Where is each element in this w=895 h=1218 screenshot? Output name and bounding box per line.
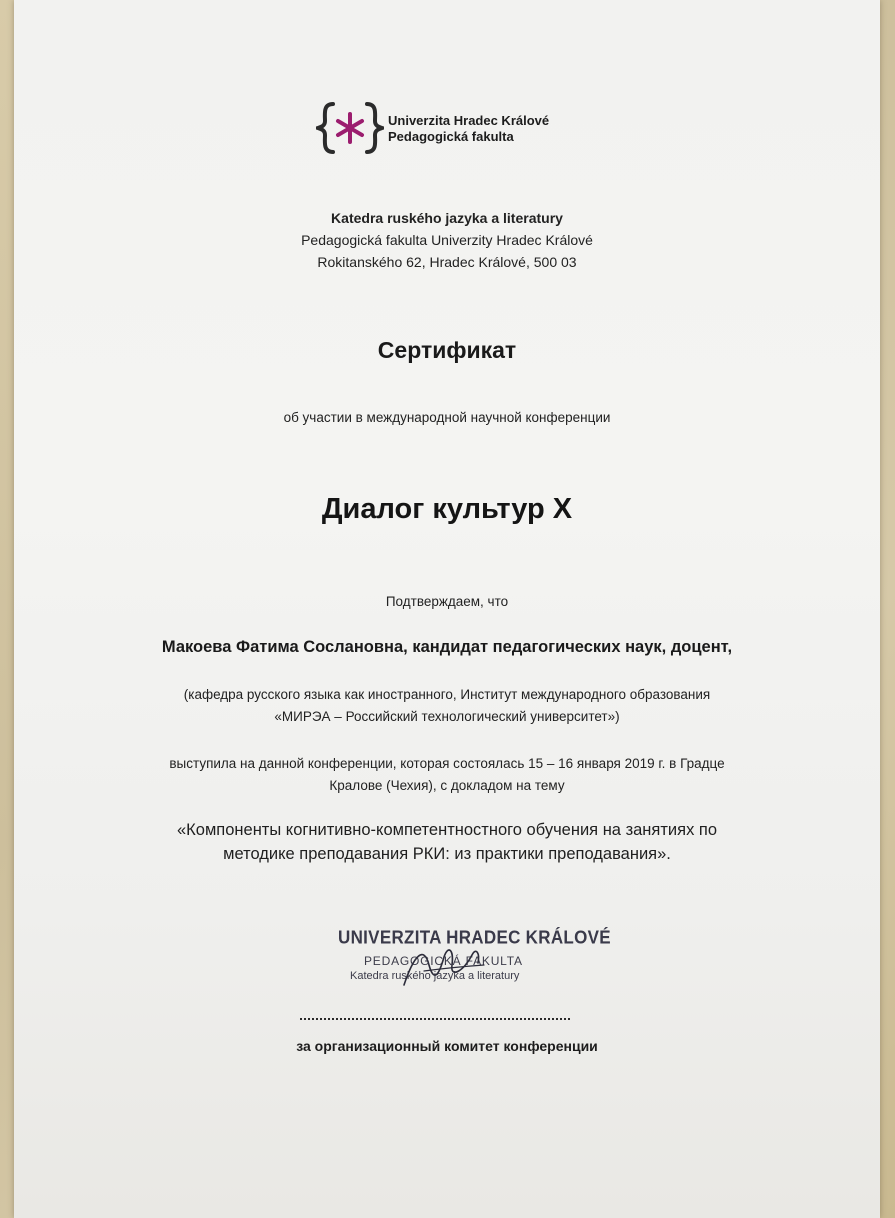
presentation-statement <box>14 753 880 797</box>
department-header <box>14 207 880 273</box>
topic-line: методике преподавания РКИ: из практики преподавания». <box>223 845 671 863</box>
university-logo <box>316 100 576 160</box>
statement-line: Кралове (Чехия), с докладом на тему <box>329 778 565 793</box>
statement-line: выступила на данной конференции, которая состоялась 15 – 16 января 2019 г. в Градце <box>169 756 725 771</box>
certificate-sheet <box>14 0 880 1218</box>
certificate-subtitle: об участии в международной научной конференции <box>283 410 611 425</box>
university-logo-icon <box>316 100 384 156</box>
confirmation-text: Подтверждаем, что <box>385 594 509 609</box>
logo-university-name: Univerzita Hradec Králové <box>388 113 550 128</box>
participant-name: Макоева Фатима Сослановна, кандидат педагогических наук, доцент, <box>161 638 733 656</box>
department-name: Katedra ruského jazyka a literatury <box>331 210 563 226</box>
affiliation-line: «МИРЭА – Российский технологический университет») <box>274 709 620 724</box>
stamp-university: UNIVERZITA HRADEC KRÁLOVÉ <box>338 927 611 948</box>
affiliation-line: (кафедра русского языка как иностранного, Институт международного образования <box>183 687 711 702</box>
handwritten-signature <box>384 935 504 995</box>
presentation-topic <box>14 818 880 866</box>
signature-line <box>300 1018 570 1020</box>
stamp-department: Katedra ruského jazyka a literatury <box>350 970 520 982</box>
topic-line: «Компоненты когнитивно-компетентностного обучения на занятиях по <box>176 821 718 839</box>
conference-title: Диалог культур X <box>321 493 573 525</box>
participant-affiliation <box>14 684 880 728</box>
faculty-name: Pedagogická fakulta Univerzity Hradec Králové <box>301 232 593 248</box>
university-logo-text <box>388 113 549 145</box>
department-address: Rokitanského 62, Hradec Králové, 500 03 <box>317 254 577 270</box>
stamp-faculty: PEDAGOGICKÁ FAKULTA <box>364 954 523 968</box>
logo-faculty-name: Pedagogická fakulta <box>388 129 514 144</box>
certificate-title: Сертификат <box>377 337 517 363</box>
signature-caption: за организационный комитет конференции <box>296 1038 598 1054</box>
